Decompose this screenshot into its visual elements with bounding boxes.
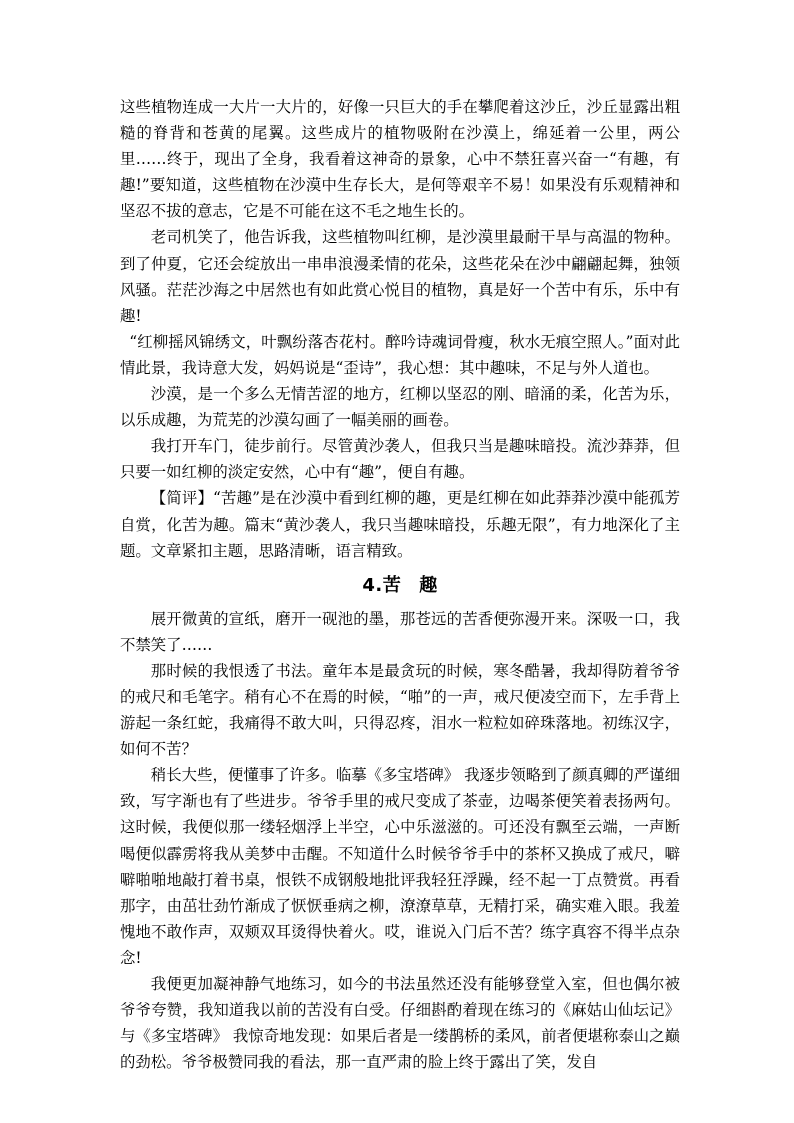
paragraph-practice: 我便更加凝神静气地练习，如今的书法虽然还没有能够登堂入室，但也偶尔被爷爷夸赞，我知道我以前的苦没有白受。仔细斟酌着现在练习的《麻姑山仙坛记》与《多宝塔碑》 我惊奇地发现：如果后者是一缕鹊桥的柔风，前者便堪称泰山之巅的劲松。爷爷极赞同我的看法，那一直严肃的脸上终于露出了笑，发自 (120, 975, 680, 1072)
paragraph-poem: “红柳摇风锦绣文，叶飘纷落杏花村。醉吟诗魂词骨瘦，秋水无痕空照人。”面对此情此景，我诗意大发，妈妈说是“歪诗”，我心想：其中趣味，不足与外人道也。 (120, 332, 680, 377)
paragraph-childhood: 那时候的我恨透了书法。童年本是最贪玩的时候，寒冬酷暑，我却得防着爷爷的戒尺和毛笔字。稍有心不在焉的时候，“啪”的一声，戒尺便凌空而下，左手背上游起一条红蛇，我痛得不敢大叫，只得忍疼，泪水一粒粒如碎珠落地。初练汉字，如何不苦？ (120, 661, 680, 759)
paragraph-walk: 我打开车门，徒步前行。尽管黄沙袭人，但我只当是趣味暗投。流沙莽莽，但只要一如红柳的淡定安然，心中有“趣”，便自有趣。 (120, 437, 680, 482)
paragraph-commentary: 【简评】“苦趣”是在沙漠中看到红柳的趣，更是红柳在如此莽莽沙漠中能孤芳自赏，化苦为趣。篇末“黄沙袭人，我只当趣味暗投，乐趣无限”，有力地深化了主题。文章紧扣主题，思路清晰，语言精致。 (120, 489, 680, 560)
paragraph-open-paper: 展开微黄的宣纸，磨开一砚池的墨，那苍远的苦香便弥漫开来。深吸一口，我不禁笑了…… (120, 609, 680, 654)
section-title-char-2: 趣 (419, 574, 438, 596)
paragraph-desert: 沙漠，是一个多么无情苦涩的地方，红柳以坚忍的刚、暗涌的柔，化苦为乐，以乐成趣，为荒芜的沙漠勾画了一幅美丽的画卷。 (120, 385, 680, 430)
paragraph-driver: 老司机笑了，他告诉我，这些植物叫红柳，是沙漠里最耐干旱与高温的物种。到了仲夏，它还会绽放出一串串浪漫柔情的花朵，这些花朵在沙中翩翩起舞，独领风骚。茫茫沙海之中居然也有如此赏心悦目的植物，真是好一个苦中有乐，乐中有趣! (120, 228, 680, 325)
section-title (120, 572, 680, 600)
paragraph-plants: 这些植物连成一大片一大片的，好像一只巨大的手在攀爬着这沙丘，沙丘显露出粗糙的脊背和苍黄的尾翼。这些成片的植物吸附在沙漠上，绵延着一公里，两公里……终于，现出了全身，我看着这神奇的景象，心中不禁狂喜兴奋一“有趣，有趣!”要知道，这些植物在沙漠中生存长大，是何等艰辛不易！如果没有乐观精神和坚忍不拔的意志，它是不可能在这不毛之地生长的。 (120, 98, 680, 221)
paragraph-growing-up: 稍长大些，便懂事了许多。临摹《多宝塔碑》 我逐步领略到了颜真卿的严谨细致，写字渐也有了些进步。爷爷手里的戒尺变成了茶壶，边喝茶便笑着表扬两句。这时候，我便似那一缕轻烟浮上半空，心中乐滋滋的。可还没有飘至云端，一声断喝便似霹雳将我从美梦中击醒。不知道什么时候爷爷手中的茶杯又换成了戒尺，噼噼啪啪地敲打着书桌，恨铁不成钢般地批评我轻狂浮躁，经不起一丁点赞赏。再看那字，由茁壮劲竹渐成了恹恹垂病之柳，潦潦草草，无精打采，确实难入眼。我羞愧地不敢作声，双颊双耳烫得快着火。哎，谁说入门后不苦？练字真容不得半点杂念! (120, 766, 680, 967)
section-title-char-1: 苦 (382, 574, 402, 596)
section-number: 4. (362, 574, 383, 596)
document-page (120, 94, 680, 1075)
